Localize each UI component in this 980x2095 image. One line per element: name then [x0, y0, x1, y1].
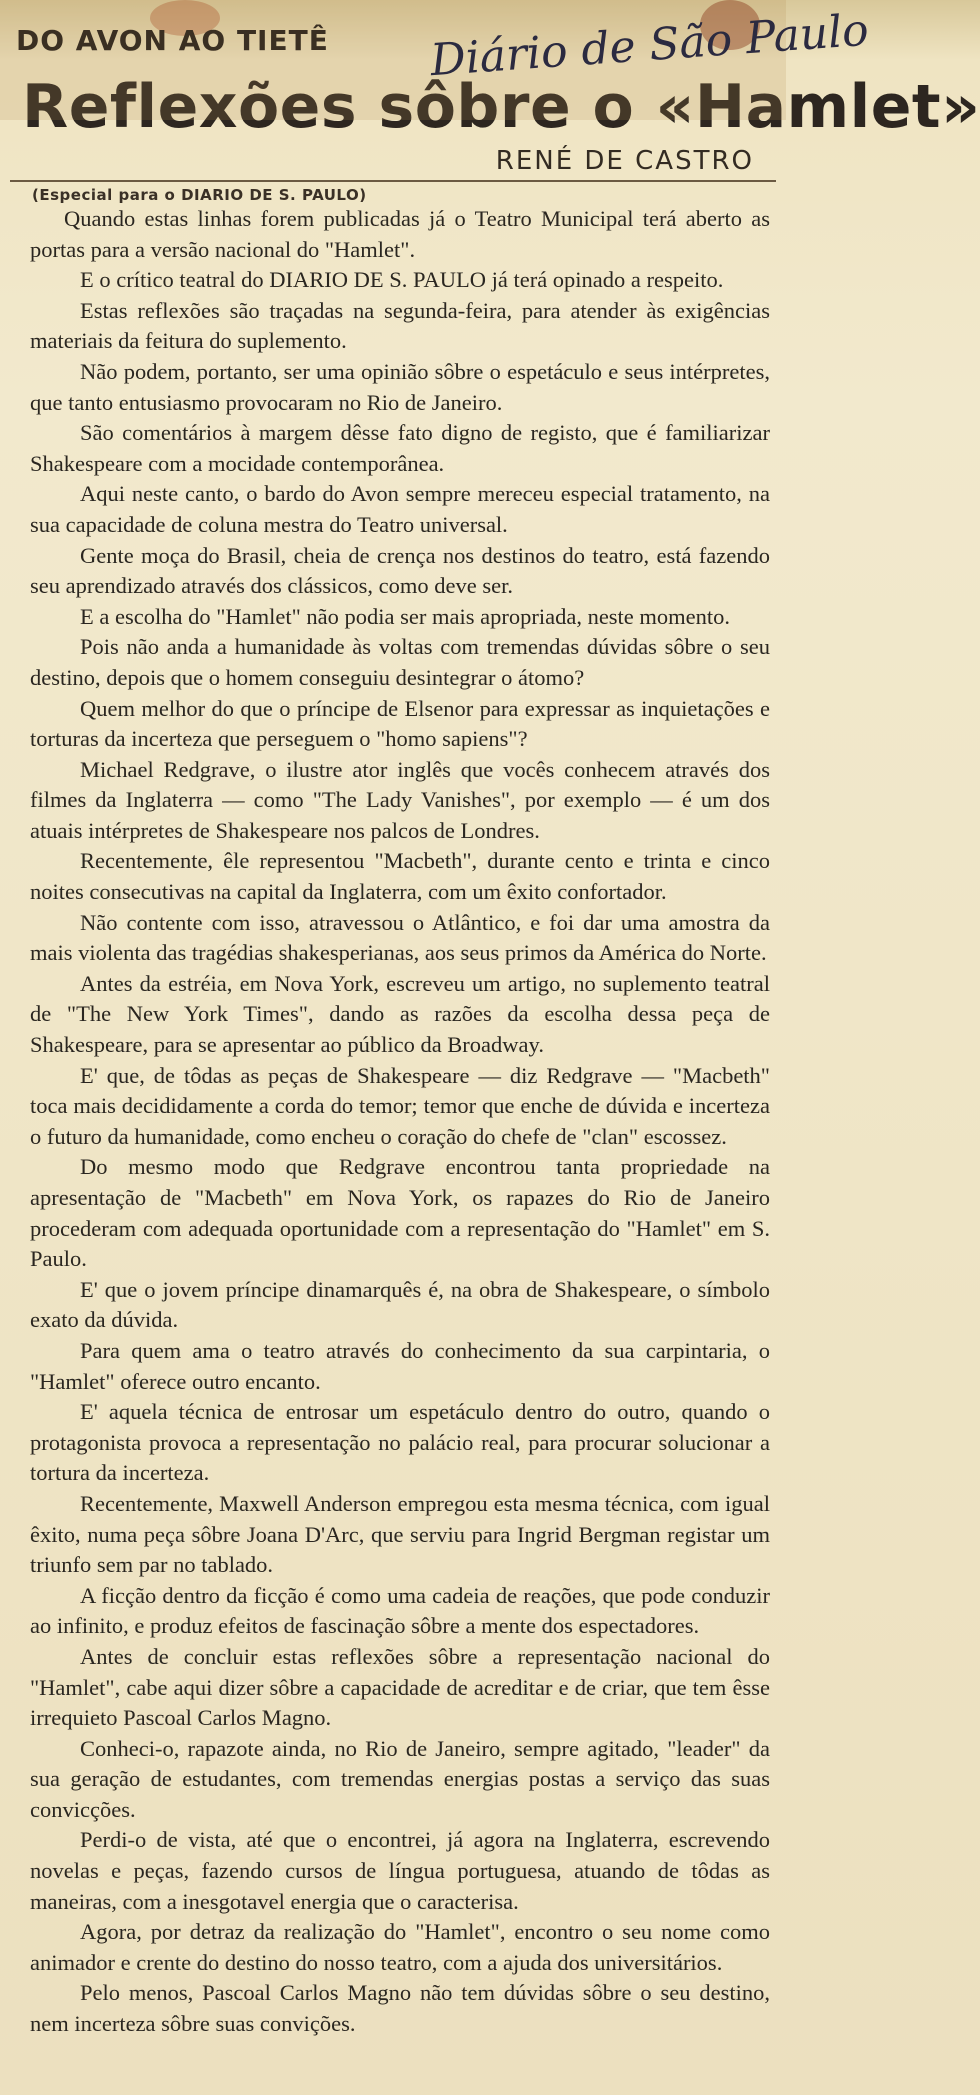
paragraph: E' que, de tôdas as peças de Shakespeare — diz Redgrave — "Macbeth" toca mais decididamente a corda do temor; temor que enche de dúvida e incerteza o futuro da humanidade, como encheu o coração do chefe de "clan" escossez. — [30, 1062, 770, 1149]
paragraph: Quando estas linhas forem publicadas já o Teatro Municipal terá aberto as portas para a versão nacional do "Hamlet". — [30, 206, 770, 262]
paragraph: Quem melhor do que o príncipe de Elsenor para expressar as inquietações e torturas da incerteza que perseguem o "homo sapiens"? — [30, 695, 770, 752]
clipping-header — [10, 4, 871, 87]
paragraph: E a escolha do "Hamlet" não podia ser mais apropriada, neste momento. — [80, 603, 731, 629]
section-kicker: DO AVON AO TIETÊ — [16, 24, 329, 57]
paragraph: Gente moça do Brasil, cheia de crença nos destinos do teatro, está fazendo seu aprendizado através dos clássicos, como deve ser. — [30, 542, 770, 599]
divider — [10, 180, 776, 182]
paragraph: E o crítico teatral do DIARIO DE S. PAULO já terá opinado a respeito. — [80, 267, 724, 293]
headline: Reflexões sôbre o «Hamlet» — [22, 72, 980, 142]
paragraph: Pelo menos, Pascoal Carlos Magno não tem dúvidas sôbre o seu destino, nem incerteza sôbre suas convições. — [30, 1980, 770, 2037]
credit-line: (Especial para o DIARIO DE S. PAULO) — [32, 186, 367, 204]
paragraph: Antes da estréia, em Nova York, escreveu um artigo, no suplemento teatral de "The New York Times", dando as razões da escolha dessa peça de Shakespeare, para se apresentar ao público da Broadway. — [30, 970, 770, 1058]
paragraph: Do mesmo modo que Redgrave encontrou tanta propriedade na apresentação de "Macbeth" em Nova York, os rapazes do Rio de Janeiro procederam com adequada oportunidade com a representação do "Hamlet" em S. Paulo. — [30, 1154, 770, 1272]
handwritten-source-note: Diário de São Paulo — [428, 4, 871, 87]
paragraph: Michael Redgrave, o ilustre ator inglês que vocês conhecem através dos filmes da Inglaterra — como "The Lady Vanishes", por exemplo — é um dos atuais intérpretes de Shakespeare nos palcos de Londres. — [30, 756, 770, 843]
byline: RENÉ DE CASTRO — [495, 146, 754, 176]
paragraph: Agora, por detraz da realização do "Hamlet", encontro o seu nome como animador e crente do destino do nosso teatro, com a ajuda dos universitários. — [30, 1919, 770, 1975]
paragraph: Perdi-o de vista, até que o encontrei, já agora na Inglaterra, escrevendo novelas e peças, fazendo cursos de língua portuguesa, atuando de tôdas as maneiras, com a inesgotavel energia que o caracterisa. — [30, 1827, 770, 1914]
paragraph: Antes de concluir estas reflexões sôbre a representação nacional do "Hamlet", cabe aqui dizer sôbre a capacidade de acreditar e de criar, que tem êsse irrequieto Pascoal Carlos Magno. — [30, 1643, 770, 1731]
paragraph: Recentemente, êle representou "Macbeth", durante cento e trinta e cinco noites consecutivas na capital da Inglaterra, com um êxito confortador. — [30, 848, 770, 905]
paragraph: Pois não anda a humanidade às voltas com tremendas dúvidas sôbre o seu destino, depois que o homem conseguiu desintegrar o átomo? — [30, 634, 770, 690]
paragraph: A ficção dentro da ficção é como uma cadeia de reações, que pode conduzir ao infinito, e produz efeitos de fascinação sôbre a mente dos espectadores. — [30, 1582, 770, 1639]
paragraph: Para quem ama o teatro através do conhecimento da sua carpintaria, o "Hamlet" oferece outro encanto. — [30, 1337, 770, 1394]
paragraph: Recentemente, Maxwell Anderson empregou esta mesma técnica, com igual êxito, numa peça sôbre Joana D'Arc, que serviu para Ingrid Bergman registar um triunfo sem par no tablado. — [30, 1490, 770, 1578]
article-body — [30, 204, 770, 2040]
paragraph: São comentários à margem dêsse fato digno de registo, que é familiarizar Shakespeare com a mocidade contemporânea. — [30, 420, 770, 476]
paragraph: Aqui neste canto, o bardo do Avon sempre mereceu especial tratamento, na sua capacidade de coluna mestra do Teatro universal. — [30, 481, 770, 537]
paragraph: Estas reflexões são traçadas na segunda-feira, para atender às exigências materiais da feitura do suplemento. — [30, 297, 770, 354]
paragraph: Não podem, portanto, ser uma opinião sôbre o espetáculo e seus intérpretes, que tanto entusiasmo provocaram no Rio de Janeiro. — [30, 358, 770, 415]
paragraph: E' aquela técnica de entrosar um espetáculo dentro do outro, quando o protagonista provoca a representação no palácio real, para procurar solucionar a tortura da incerteza. — [30, 1399, 770, 1486]
paragraph: E' que o jovem príncipe dinamarquês é, na obra de Shakespeare, o símbolo exato da dúvida. — [30, 1276, 770, 1333]
paragraph: Conheci-o, rapazote ainda, no Rio de Janeiro, sempre agitado, "leader" da sua geração de estudantes, com tremendas energias postas a serviço das suas convicções. — [30, 1735, 770, 1822]
paragraph: Não contente com isso, atravessou o Atlântico, e foi dar uma amostra da mais violenta das tragédias shakesperianas, aos seus primos da América do Norte. — [30, 909, 770, 966]
